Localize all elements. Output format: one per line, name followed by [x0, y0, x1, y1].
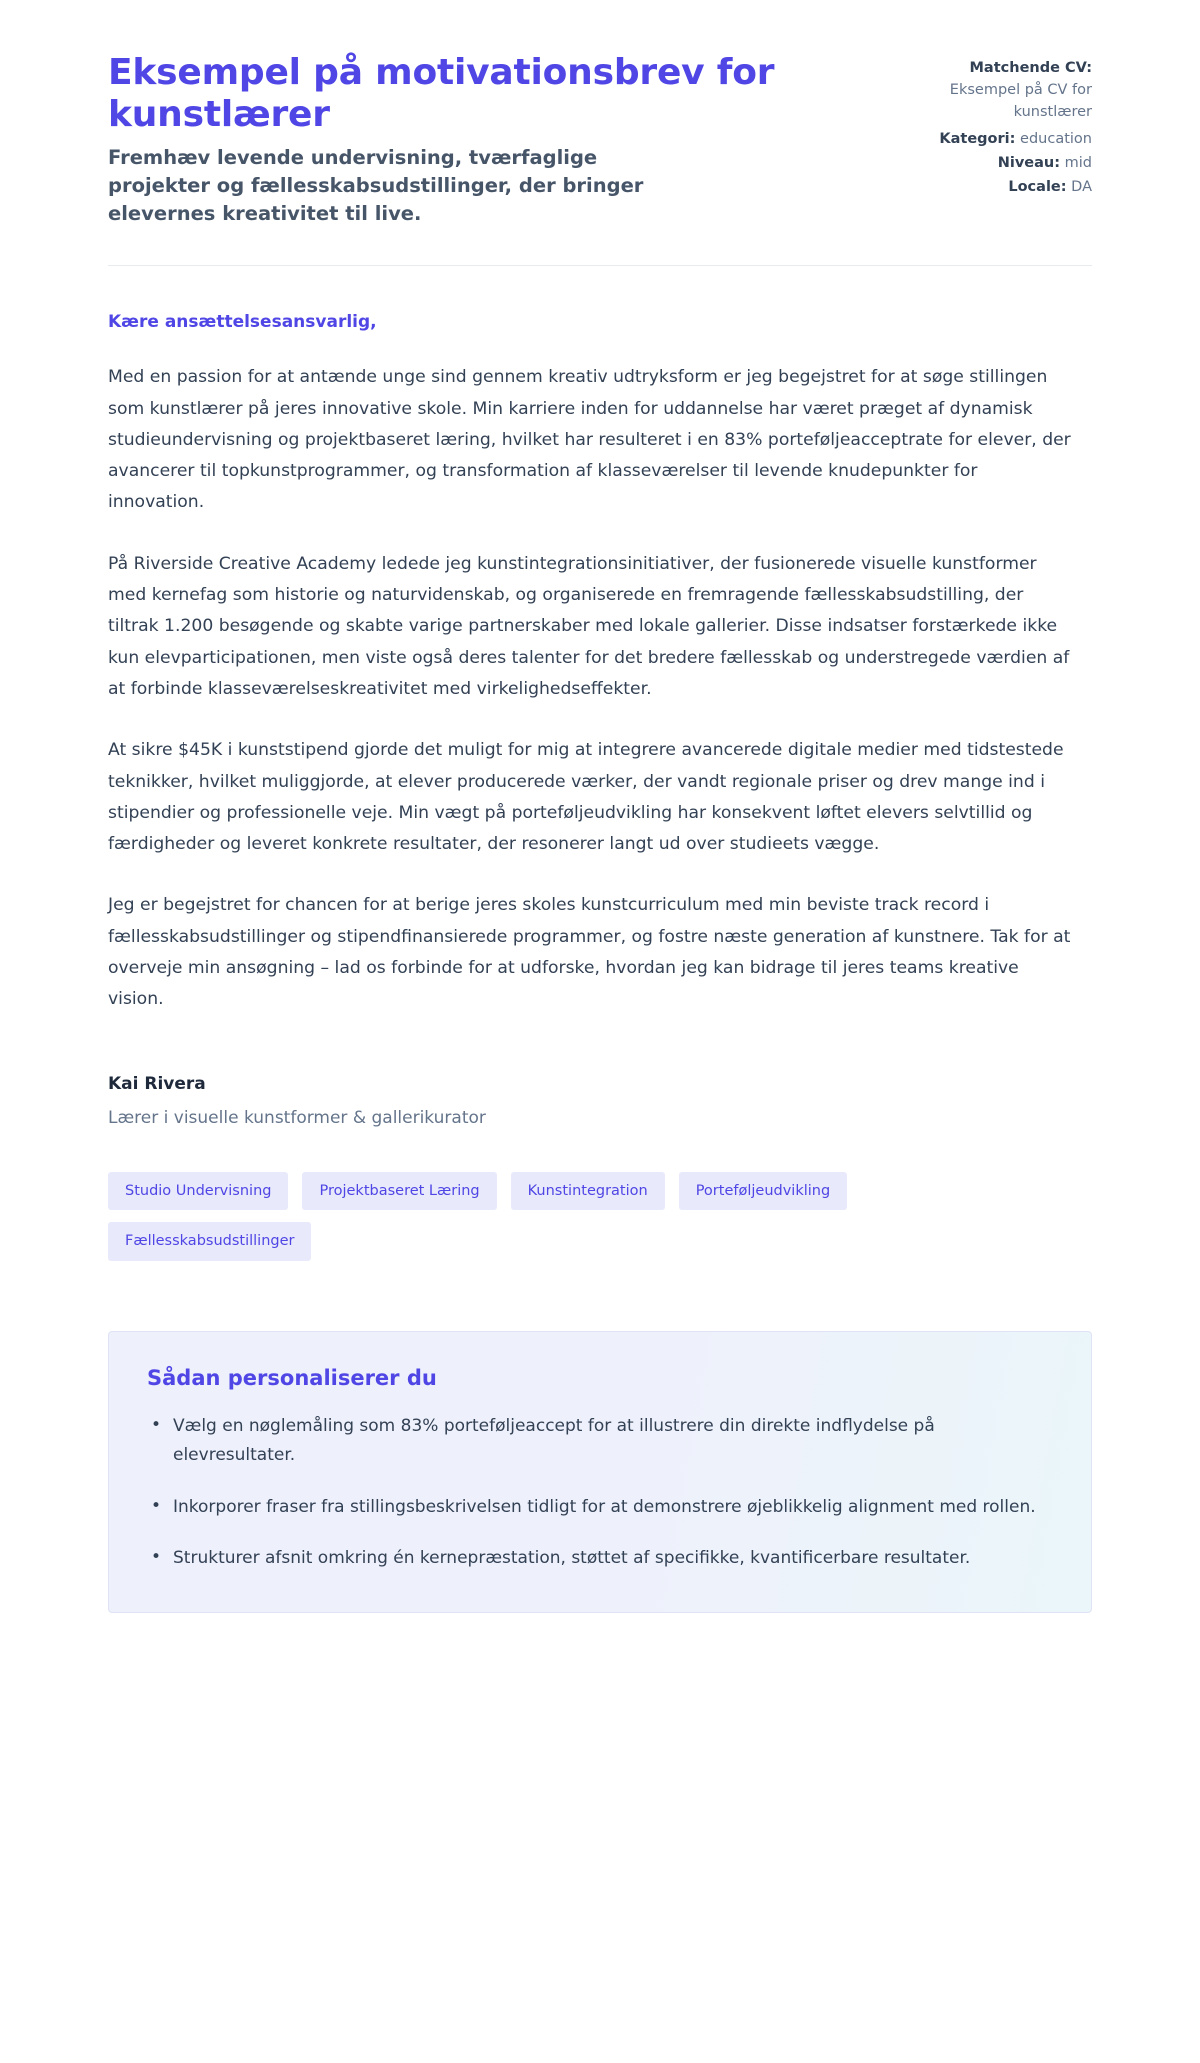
meta-category-value: education — [1020, 131, 1092, 148]
page-header — [0, 0, 1200, 227]
tips-card — [108, 1331, 1092, 1613]
tag-chip[interactable]: Projektbaseret Læring — [302, 1172, 496, 1211]
tips-title: Sådan personaliserer du — [147, 1365, 437, 1390]
signature-block — [0, 1046, 1200, 1128]
letter-paragraph: At sikre $45K i kunststipend gjorde det muligt for mig at integrere avancerede digitale medier med tidstestede teknikker, hvilket muliggjorde, at elever producerede værker, der vandt regionale priser og drev mange ind i stipendier og professionelle veje. Min vægt på porteføljeudvikling har konsekvent løftet elevers selvtillid og færdigheder og leveret konkrete resultater, der resonerer langt ud over studieets vægge. — [108, 740, 1064, 855]
signature-name: Kai Rivera — [108, 1073, 206, 1094]
tag-chip[interactable]: Porteføljeudvikling — [679, 1172, 847, 1211]
page-subtitle: Fremhæv levende undervisning, tværfaglige projekter og fællesskabsudstillinger, der bringer elevernes kreativitet til live. — [108, 146, 644, 225]
tips-section — [0, 1261, 1200, 1613]
tag-chip[interactable]: Kunstintegration — [511, 1172, 665, 1211]
meta-locale — [872, 177, 1092, 199]
meta-level — [872, 153, 1092, 175]
meta-category-label: Kategori: — [939, 131, 1016, 148]
letter-paragraph: På Riverside Creative Academy ledede jeg kunstintegrationsinitiativer, der fusionerede visuelle kunstformer med kernefag som historie og naturvidenskab, og organiserede en fremragende fællesskabsudstilling, der tiltrak 1.200 besøgende og skabte varige partnerskaber med lokale gallerier. Disse indsatser forstærkede ikke kun elevparticipationen, men viste også deres talenter for det bredere fællesskab og understregede værdien af at forbinde klasseværelseskreativitet med virkelighedseffekter. — [108, 553, 1070, 699]
meta-level-value: mid — [1064, 155, 1092, 171]
meta-level-label: Niveau: — [997, 155, 1061, 171]
header-text-block — [108, 52, 832, 227]
tips-list — [147, 1412, 1053, 1574]
tips-list-item: • Inkorporer fraser fra stillingsbeskrivelsen tidligt for at demonstrere øjeblikkelig alignment med rollen. — [147, 1493, 1047, 1523]
meta-matching-cv-value: Eksempel på CV for kunstlærer — [949, 81, 1092, 120]
letter-paragraph: Jeg er begejstret for chancen for at berige jeres skoles kunstcurriculum med min beviste track record i fællesskabsudstillinger og stipendfinansierede programmer, og fostre næste generation af kunstnere. Tak for at overveje min ansøgning – lad os forbinde for at udforske, hvordan jeg kan bidrage til jeres teams kreative vision. — [108, 895, 1071, 1010]
meta-category — [872, 129, 1092, 151]
document-metadata — [872, 52, 1092, 201]
signature-role: Lærer i visuelle kunstformer & gallerikurator — [108, 1107, 486, 1128]
tag-list — [0, 1128, 1000, 1261]
meta-locale-label: Locale: — [1008, 178, 1067, 195]
salutation: Kære ansættelsesansvarlig, — [108, 312, 377, 333]
letter-paragraph: Med en passion for at antænde unge sind gennem kreativ udtryksform er jeg begejstret for at søge stillingen som kunstlærer på jeres innovative skole. Min karriere inden for uddannelse har været præget af dynamisk studieundervisning og projektbaseret læring, hvilket har resulteret i en 83% porteføljeacceptrate for elever, der avancerer til topkunstprogrammer, og transformation af klasseværelser til levende knudepunkter for innovation. — [108, 367, 1071, 513]
page-title: Eksempel på motivationsbrev for kunstlærer — [108, 52, 775, 136]
tips-list-item: • Vælg en nøglemåling som 83% porteføljeaccept for at illustrere din direkte indflydelse på elevresultater. — [147, 1412, 1047, 1471]
meta-matching-cv — [872, 58, 1092, 123]
tag-chip[interactable]: Studio Undervisning — [108, 1172, 288, 1211]
meta-locale-value: DA — [1071, 178, 1092, 195]
tag-chip[interactable]: Fællesskabsudstillinger — [108, 1222, 311, 1261]
letter-body — [0, 266, 1200, 1015]
meta-matching-cv-label: Matchende CV: — [969, 60, 1092, 76]
tips-list-item: • Strukturer afsnit omkring én kernepræstation, støttet af specifikke, kvantificerbare resultater. — [147, 1544, 1047, 1574]
